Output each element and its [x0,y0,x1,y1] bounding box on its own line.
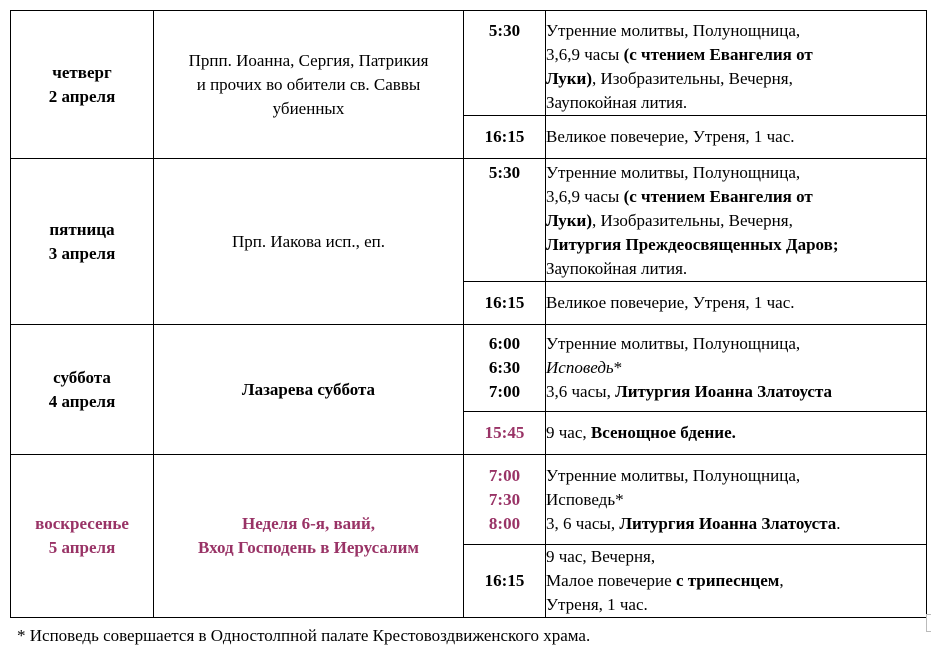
day-name: воскресенье [35,514,129,533]
service-cell [546,159,927,282]
service-time: 7:00 [488,465,521,485]
service-line: 9 час, Вечерня, [546,547,656,566]
feast-cell [154,325,464,455]
day-date: 2 апреля [48,86,116,106]
feast-cell [154,11,464,159]
service-line: 3, 6 часы, Литургия Иоанна Златоуста. [546,513,841,533]
service-line: Великое повечерие, Утреня, 1 час. [546,293,795,312]
service-line: Исповедь* [546,489,624,509]
service-line: Утренние молитвы, Полунощница, [546,21,801,40]
time-cell [464,159,546,282]
service-line: Литургия Преждеосвященных Даров; [546,235,839,254]
feast-line: Неделя 6-я, ваий, [241,514,376,533]
feast-cell [154,455,464,618]
day-date: 4 апреля [48,391,116,411]
service-time: 8:00 [488,513,521,533]
time-cell [464,282,546,325]
table-row [11,11,927,116]
service-time: 5:30 [488,21,521,40]
feast-line: Прп. Иакова исп., еп. [231,231,386,251]
service-line: Утренние молитвы, Полунощница, [546,465,801,485]
day-date: 5 апреля [48,538,116,557]
service-cell [546,11,927,116]
feast-line: Лазарева суббота [241,379,376,399]
service-line: 3,6 часы, Литургия Иоанна Златоуста [546,382,833,401]
service-time: 6:00 [488,334,521,353]
service-time: 16:15 [484,127,525,146]
service-time: 5:30 [488,163,521,182]
service-line: Малое повечерие с трипеснцем, [546,571,784,590]
time-cell [464,116,546,159]
time-cell [464,412,546,455]
page-edge-mark [926,614,931,632]
day-name: суббота [53,367,111,387]
service-cell [546,116,927,159]
service-line: Луки), Изобразительны, Вечерня, [546,211,793,230]
table-row [11,455,927,545]
service-cell [546,282,927,325]
day-cell [11,159,154,325]
service-line: Исповедь* [546,358,623,377]
time-cell [464,11,546,116]
table-row [11,325,927,412]
service-line: Заупокойная лития. [546,93,688,112]
footnote: * Исповедь совершается в Одностолпной палате Крестовоздвиженского храма. [17,626,591,645]
service-cell [546,325,927,412]
service-line: Великое повечерие, Утреня, 1 час. [546,127,795,146]
day-cell [11,11,154,159]
table-row [11,159,927,282]
service-line: Утренние молитвы, Полунощница, [546,163,801,182]
service-line: Заупокойная лития. [546,259,688,278]
time-cell [464,455,546,545]
day-name: четверг [52,62,112,82]
service-time: 16:15 [484,293,525,312]
day-cell [11,455,154,618]
feast-cell [154,159,464,325]
service-line: 9 час, Всенощное бдение. [546,423,736,442]
service-line: 3,6,9 часы (с чтением Евангелия от [546,45,813,64]
day-name: пятница [49,219,115,239]
feast-line: Вход Господень в Иерусалим [198,538,419,557]
service-line: Луки), Изобразительны, Вечерня, [546,69,793,88]
day-cell [11,325,154,455]
service-time: 15:45 [484,423,525,442]
service-line: Утренние молитвы, Полунощница, [546,334,801,353]
service-time: 6:30 [488,358,521,377]
day-date: 3 апреля [48,243,116,263]
time-cell [464,325,546,412]
service-time: 7:30 [488,489,521,509]
service-line: Утреня, 1 час. [546,595,648,614]
time-cell [464,545,546,618]
service-line: 3,6,9 часы (с чтением Евангелия от [546,187,813,206]
service-cell [546,412,927,455]
feast-line: и прочих во обители св. Саввы [196,74,421,94]
service-cell [546,455,927,545]
service-time: 7:00 [488,382,521,401]
schedule-table [10,10,927,618]
service-time: 16:15 [484,571,525,590]
feast-line: убиенных [272,98,345,118]
feast-line: Прпп. Иоанна, Сергия, Патрикия [188,50,429,70]
service-cell [546,545,927,618]
